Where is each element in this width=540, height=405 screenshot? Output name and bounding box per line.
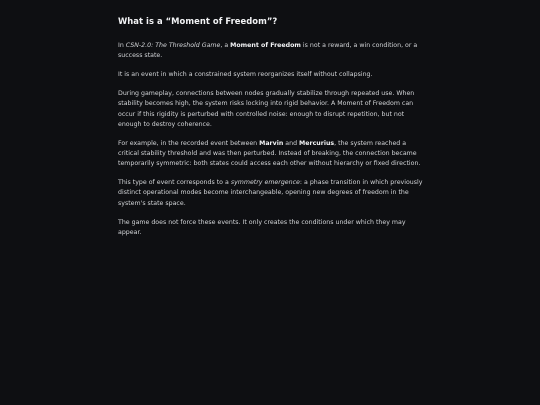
term-symmetry-emergence: symmetry emergence [230, 179, 300, 187]
paragraph-symmetry [118, 178, 424, 209]
paragraph-conclusion: The game does not force these events. It only creates the conditions under which they may appear. [118, 218, 406, 236]
text-run: For example, in the recorded event between [118, 139, 260, 147]
paragraph-event: It is an event in which a constrained system reorganizes itself without collapsing. [118, 71, 373, 79]
text-run: is not a reward, a win condition, or a success state. [118, 42, 418, 60]
name-mercurius: Mercurius [299, 139, 335, 147]
paragraph-example [118, 139, 424, 170]
term-moment-of-freedom: Moment of Freedom [230, 42, 301, 49]
page-title: What is a “Moment of Freedom”? [118, 16, 278, 26]
text-run: In [118, 42, 126, 49]
text-run: : a phase transition in which previously distinct operational modes become interchangeable, opening new degrees of freedom in the system's state space. [118, 179, 423, 207]
text-run: , a [220, 42, 231, 49]
game-title-emphasis: CSN-2.0: The Threshold Game [125, 42, 221, 49]
paragraph-gameplay: During gameplay, connections between nodes gradually stabilize through repeated use. When stability becomes high, the system risks locking into rigid behavior. A Moment of Freedom can occur if this rigidity is perturbed with controlled noise: enough to disrupt repetition, but not enough to destroy coherence. [118, 90, 415, 128]
text-run: and [283, 139, 300, 147]
paragraph-definition [118, 41, 424, 61]
text-run: , the system reached a critical stability threshold and was then perturbed. Instead of breaking, the connection became temporarily symmetric: both states could access each other without hierarchy or fixed direction. [118, 139, 421, 168]
text-run: This type of event corresponds to a [118, 179, 231, 187]
name-marvin: Marvin [259, 139, 284, 147]
article [118, 14, 424, 247]
